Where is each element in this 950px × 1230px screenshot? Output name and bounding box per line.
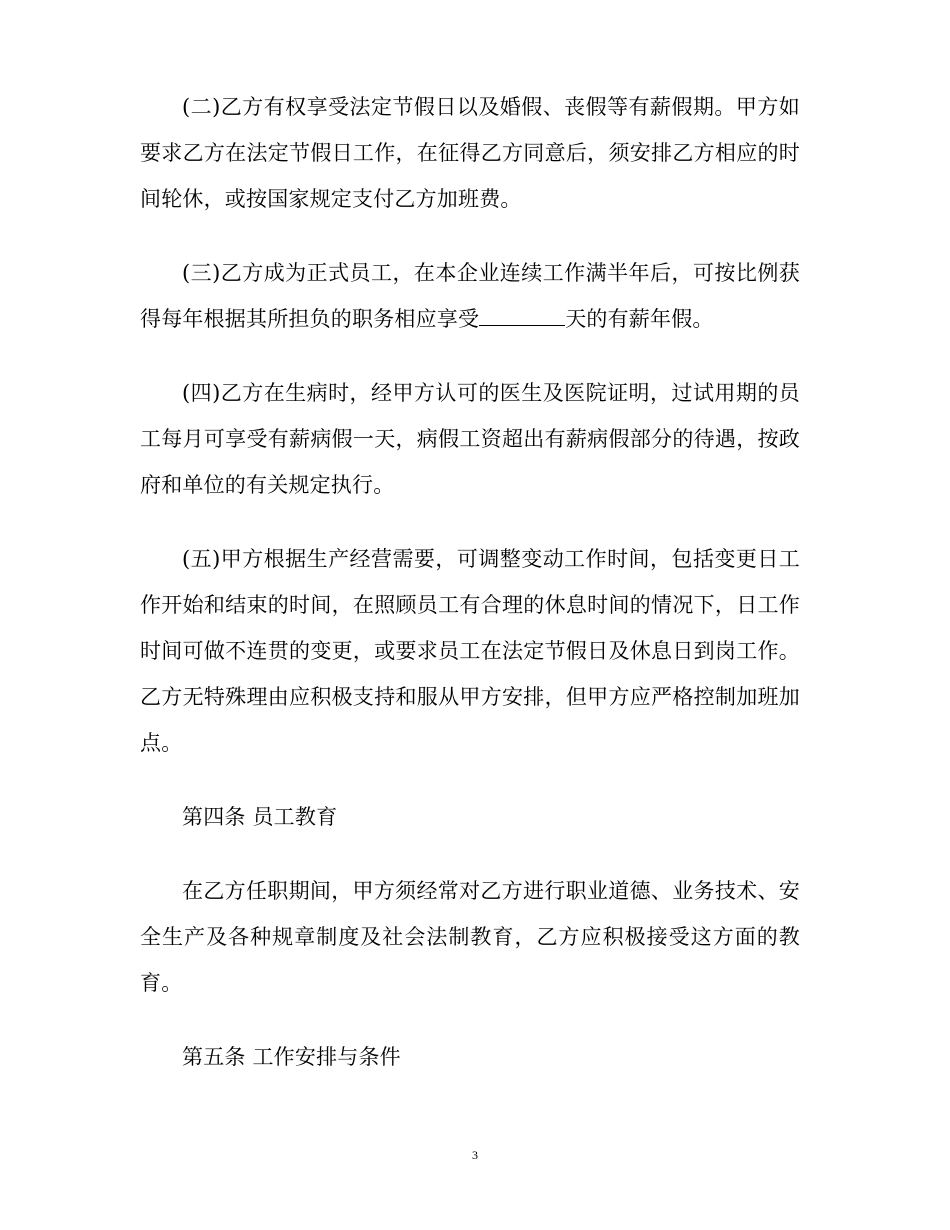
annual-leave-text-end: 天的有薪年假。	[565, 307, 714, 331]
paragraph-gap	[140, 508, 800, 536]
article-5-heading: 第五条 工作安排与条件	[182, 1045, 401, 1069]
document-body	[140, 84, 800, 1080]
paragraph-sick-leave: (四)乙方在生病时，经甲方认可的医生及医院证明，过试用期的员工每月可享受有薪病假一天，病假工资超出有薪病假部分的待遇，按政府和单位的有关规定执行。	[140, 381, 800, 497]
paragraph-gap	[140, 342, 800, 370]
paragraph-gap	[140, 766, 800, 794]
paragraph-holidays: (二)乙方有权享受法定节假日以及婚假、丧假等有薪假期。甲方如要求乙方在法定节假日工作，在征得乙方同意后，须安排乙方相应的时间轮休，或按国家规定支付乙方加班费。	[140, 95, 800, 211]
paragraph-gap	[140, 840, 800, 868]
annual-leave-text-start: (三)乙方成为正式员工，在本企业连续工作满半年后，可按比例获得每年根据其所担负的职务相应享受	[140, 261, 800, 331]
paragraph-gap	[140, 222, 800, 250]
paragraph-education: 在乙方任职期间，甲方须经常对乙方进行职业道德、业务技术、安全生产及各种规章制度及社会法制教育，乙方应积极接受这方面的教育。	[140, 879, 800, 995]
paragraph-annual-leave	[140, 250, 800, 342]
page-number: 3	[472, 1148, 478, 1162]
paragraph-gap	[140, 1006, 800, 1034]
paragraph-work-time: (五)甲方根据生产经营需要，可调整变动工作时间，包括变更日工作开始和结束的时间，在照顾员工有合理的休息时间的情况下，日工作时间可做不连贯的变更，或要求员工在法定节假日及休息日到岗工作。乙方无特殊理由应积极支持和服从甲方安排，但甲方应严格控制加班加点。	[140, 547, 800, 755]
article-4-heading: 第四条 员工教育	[182, 805, 338, 829]
annual-leave-days-blank	[479, 307, 565, 326]
